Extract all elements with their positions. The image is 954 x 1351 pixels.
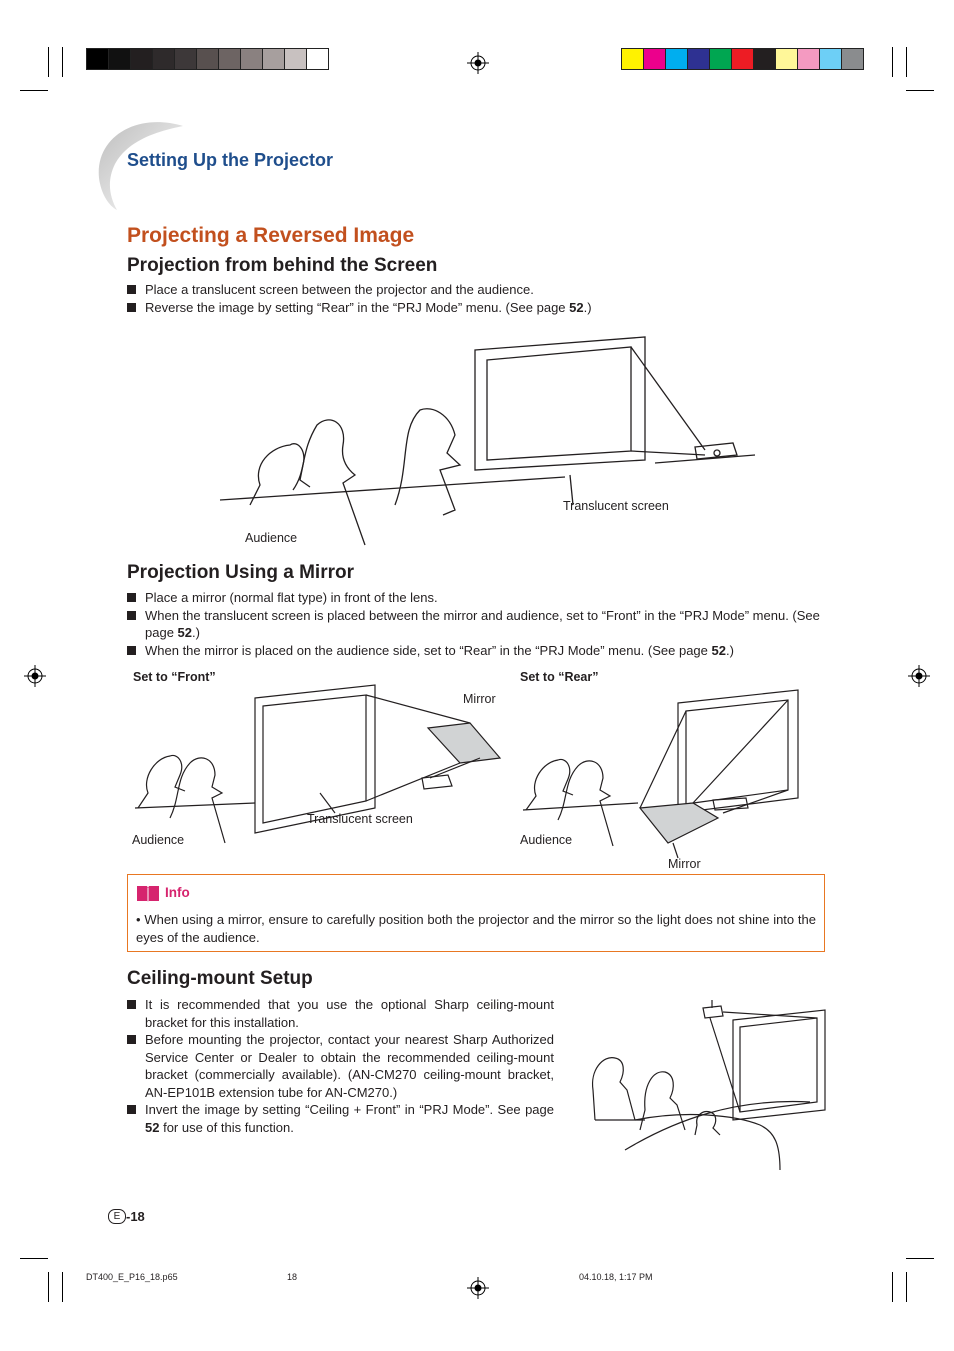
- crop-mark: [62, 47, 63, 77]
- bullet-list: [127, 589, 827, 659]
- color-swatch: [109, 49, 131, 69]
- color-swatch: [307, 49, 328, 69]
- crop-mark: [48, 1272, 49, 1302]
- list-item: Invert the image by setting “Ceiling + Front” in “PRJ Mode”. See page 52 for use of this function.: [127, 1101, 554, 1136]
- figure-label-audience: Audience: [132, 833, 185, 847]
- list-item: It is recommended that you use the optional Sharp ceiling-mount bracket for this installation.: [127, 996, 554, 1031]
- color-swatch: [688, 49, 710, 69]
- figure-label-translucent-screen: Translucent screen: [307, 812, 413, 826]
- crop-mark: [906, 47, 907, 77]
- page-number: [108, 1209, 145, 1224]
- info-text: • When using a mirror, ensure to carefully position both the projector and the mirror so the light does not shine into the eyes of the audience.: [136, 912, 816, 945]
- page-badge: E: [108, 1209, 126, 1224]
- figure-label-mirror: Mirror: [668, 857, 701, 871]
- heading-mirror: Projection Using a Mirror: [127, 562, 354, 583]
- color-swatch: [131, 49, 153, 69]
- page-number-text: -18: [126, 1209, 145, 1224]
- figure-label-audience: Audience: [245, 531, 298, 545]
- registration-mark-icon: [467, 1277, 489, 1299]
- crop-mark: [906, 1258, 934, 1259]
- color-swatch: [754, 49, 776, 69]
- color-swatch: [644, 49, 666, 69]
- color-swatch: [622, 49, 644, 69]
- ceiling-mount-illustration: [585, 1000, 835, 1180]
- list-item: When the mirror is placed on the audience side, set to “Rear” in the “PRJ Mode” menu. (See page 52.): [127, 642, 827, 660]
- crop-mark: [48, 47, 49, 77]
- color-swatch: [820, 49, 842, 69]
- list-item: Before mounting the projector, contact your nearest Sharp Authorized Service Center or Dealer to obtain the recommended ceiling-mount bracket (commercially available). (AN-CM270 ceiling-mount bracket, AN-EP101B extension tube for AN-CM270.): [127, 1031, 554, 1101]
- color-swatch: [197, 49, 219, 69]
- color-swatch: [285, 49, 307, 69]
- figure-label-translucent-screen: Translucent screen: [563, 499, 669, 513]
- color-swatch: [776, 49, 798, 69]
- heading-behind-screen: Projection from behind the Screen: [127, 255, 438, 276]
- color-swatch: [175, 49, 197, 69]
- crop-mark: [906, 90, 934, 91]
- list-item: When the translucent screen is placed between the mirror and audience, set to “Front” in the “PRJ Mode” menu. (See page 52.): [127, 607, 827, 642]
- book-icon: [136, 884, 160, 903]
- crop-mark: [62, 1272, 63, 1302]
- footer-page: 18: [287, 1272, 298, 1282]
- list-item: Place a mirror (normal flat type) in front of the lens.: [127, 589, 827, 607]
- color-swatch: [798, 49, 820, 69]
- bullet-list: [127, 281, 827, 316]
- bullet-list: [127, 996, 554, 1136]
- figure-label-mirror: Mirror: [463, 692, 496, 706]
- crop-mark: [892, 47, 893, 77]
- section-label: Setting Up the Projector: [127, 150, 334, 170]
- registration-mark-icon: [24, 665, 46, 687]
- crop-mark: [906, 1272, 907, 1302]
- grayscale-calibration-bar: [86, 48, 329, 70]
- list-item: Place a translucent screen between the projector and the audience.: [127, 281, 827, 299]
- color-swatch: [241, 49, 263, 69]
- registration-mark-icon: [467, 52, 489, 74]
- figure-label-audience: Audience: [520, 833, 573, 847]
- figure-label-set-front: Set to “Front”: [133, 670, 216, 684]
- footer-date: 04.10.18, 1:17 PM: [579, 1272, 653, 1282]
- page-title: Projecting a Reversed Image: [127, 224, 415, 247]
- registration-mark-icon: [908, 665, 930, 687]
- figure-label-set-rear: Set to “Rear”: [520, 670, 599, 684]
- color-swatch: [842, 49, 863, 69]
- color-swatch: [87, 49, 109, 69]
- color-swatch: [666, 49, 688, 69]
- heading-ceiling: Ceiling-mount Setup: [127, 968, 313, 989]
- color-swatch: [219, 49, 241, 69]
- color-swatch: [153, 49, 175, 69]
- footer-file: DT400_E_P16_18.p65: [86, 1272, 178, 1282]
- rear-projection-illustration: [215, 335, 760, 550]
- color-swatch: [732, 49, 754, 69]
- crop-mark: [892, 1272, 893, 1302]
- color-swatch: [710, 49, 732, 69]
- crop-mark: [20, 1258, 48, 1259]
- color-swatch: [263, 49, 285, 69]
- info-heading: Info: [165, 885, 190, 900]
- info-box: [127, 874, 825, 952]
- list-item: Reverse the image by setting “Rear” in the “PRJ Mode” menu. (See page 52.): [127, 299, 827, 317]
- color-calibration-bar: [621, 48, 864, 70]
- crop-mark: [20, 90, 48, 91]
